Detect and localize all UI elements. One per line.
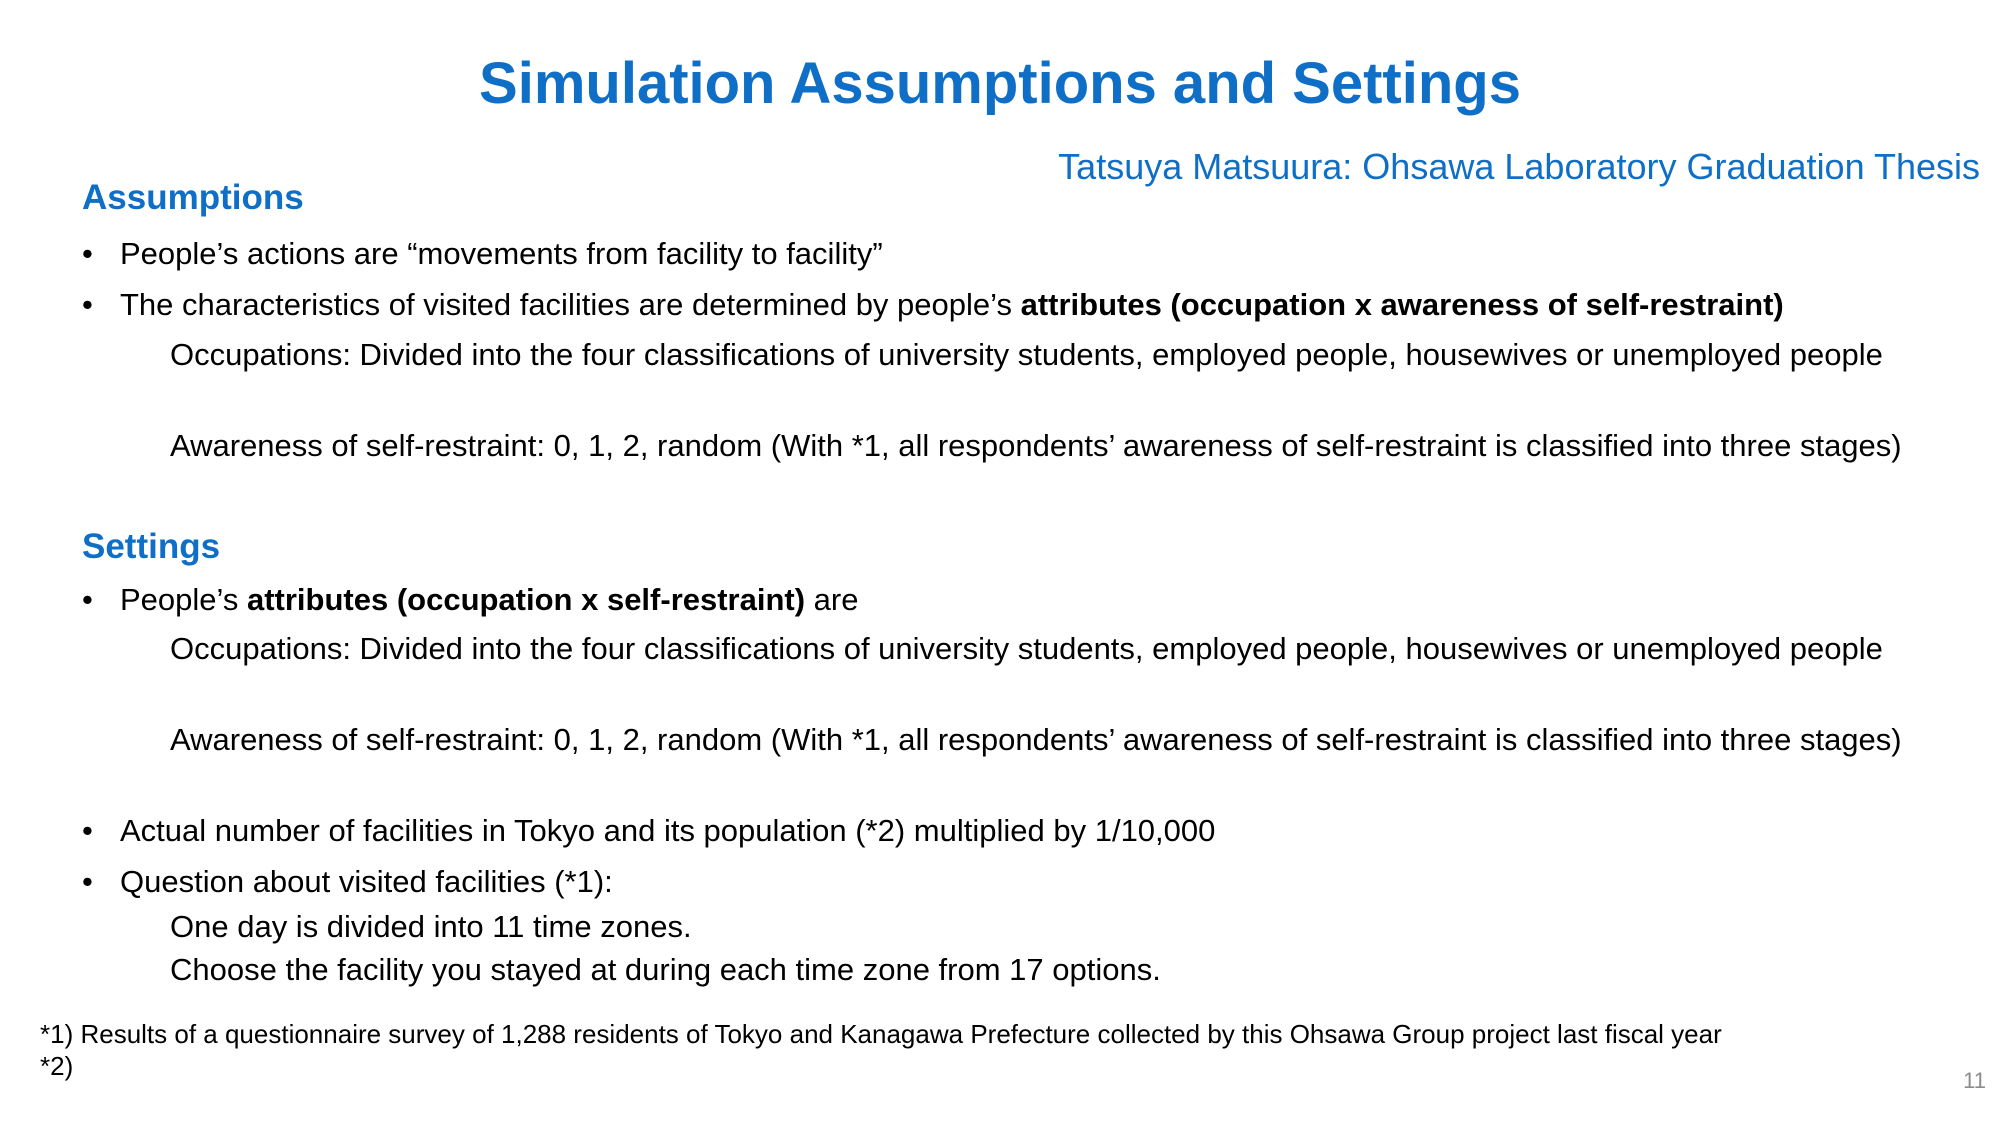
bullet-text-plain: are: [805, 582, 859, 617]
settings-awareness: Awareness of self-restraint: 0, 1, 2, random (With *1, all respondents’ awareness of self-restraint is classified into three stages): [170, 722, 1902, 757]
assumption-awareness: Awareness of self-restraint: 0, 1, 2, random (With *1, all respondents’ awareness of self-restraint is classified into three stages): [170, 428, 1902, 463]
settings-heading: Settings: [82, 527, 221, 566]
bullet-dot: •: [82, 582, 93, 617]
bullet-text-plain: The characteristics of visited facilities are determined by people’s: [120, 287, 1021, 322]
bullet-text: [120, 579, 1940, 620]
bullet-text-bold: attributes (occupation x self-restraint): [246, 582, 806, 617]
page-number: 11: [1963, 1068, 1986, 1093]
footnote-1: *1) Results of a questionnaire survey of 1,288 residents of Tokyo and Kanagawa Prefecture collected by this Ohsawa Group project last fiscal year: [40, 1019, 1722, 1049]
bullet-text: [120, 284, 1940, 325]
settings-time-zones: One day is divided into 11 time zones.: [170, 909, 692, 944]
bullet-text-plain: People’s: [120, 582, 247, 617]
author-credit: Tatsuya Matsuura: Ohsawa Laboratory Graduation Thesis: [1058, 146, 1980, 187]
settings-facility-options: Choose the facility you stayed at during each time zone from 17 options.: [170, 952, 1161, 987]
settings-occupations: Occupations: Divided into the four classifications of university students, employed people, housewives or unemployed people: [170, 631, 1883, 666]
assumptions-heading: Assumptions: [82, 178, 304, 217]
bullet-dot: •: [82, 864, 93, 899]
bullet-dot: •: [82, 813, 93, 848]
bullet-text: Question about visited facilities (*1):: [120, 864, 613, 899]
assumption-occupations: Occupations: Divided into the four classifications of university students, employed people, housewives or unemployed people: [170, 337, 1883, 372]
slide-title: Simulation Assumptions and Settings: [479, 51, 1521, 116]
bullet-dot: •: [82, 236, 93, 271]
bullet-text: Actual number of facilities in Tokyo and its population (*2) multiplied by 1/10,000: [120, 813, 1216, 848]
bullet-text: People’s actions are “movements from facility to facility”: [120, 236, 883, 271]
footnote-2: *2): [40, 1051, 74, 1081]
bullet-text-bold: attributes (occupation x awareness of self-restraint): [1020, 287, 1784, 322]
bullet-dot: •: [82, 287, 93, 322]
